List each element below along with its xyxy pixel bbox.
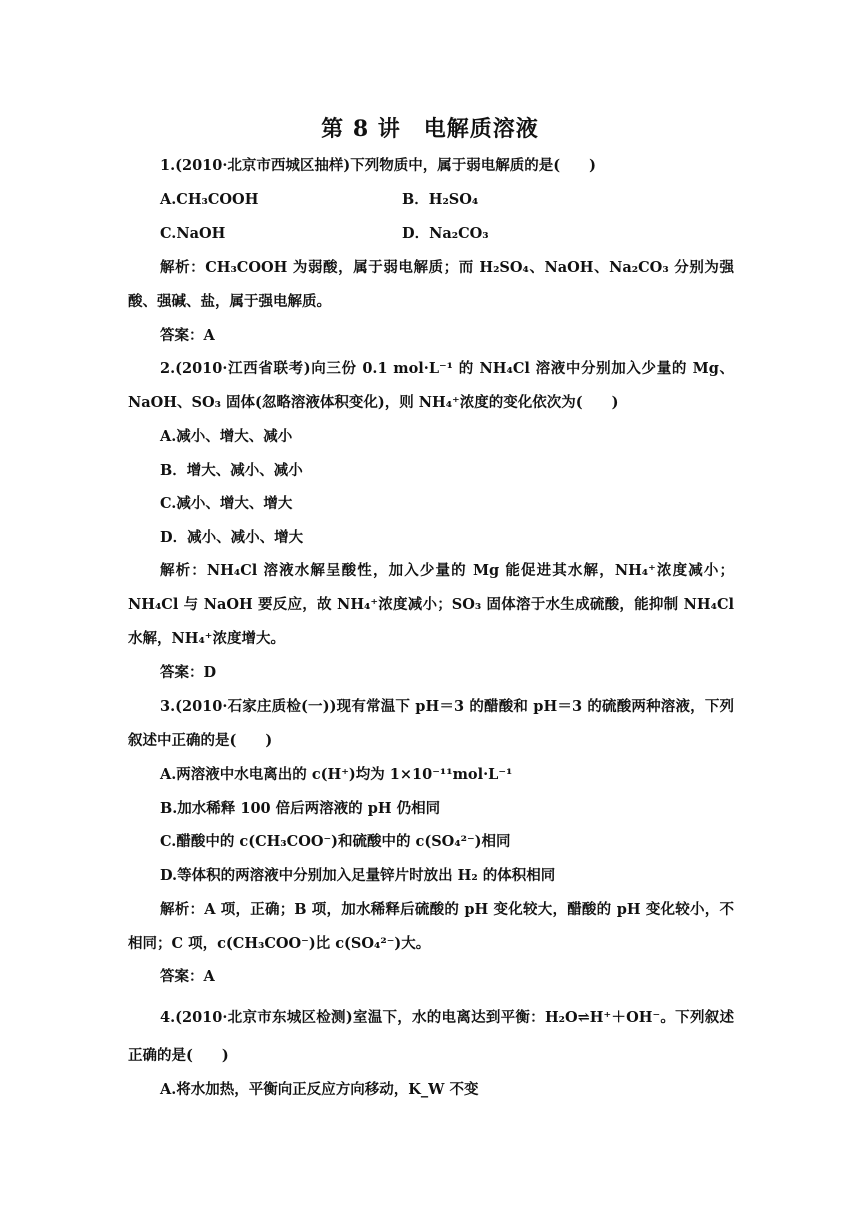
q2-stem: 2.(2010·江西省联考)向三份 0.1 mol·L⁻¹ 的 NH₄Cl 溶液中分别加入少量的 Mg、NaOH、SO₃ 固体(忽略溶液体积变化)，则 NH₄⁺浓度的变化依次为( ) — [128, 360, 734, 411]
q2-option-b: B．增大、减小、减小 — [160, 462, 303, 479]
q3-analysis: 解析：A 项，正确；B 项，加水稀释后硫酸的 pH 变化较大，醋酸的 pH 变化较小，不相同；C 项，c(CH₃COO⁻)比 c(SO₄²⁻)大。 — [128, 901, 734, 952]
q1-analysis: 解析：CH₃COOH 为弱酸，属于弱电解质；而 H₂SO₄、NaOH、Na₂CO₃ 分别为强酸、强碱、盐，属于强电解质。 — [128, 259, 734, 310]
q3-option-c: C.醋酸中的 c(CH₃COO⁻)和硫酸中的 c(SO₄²⁻)相同 — [160, 833, 511, 850]
q1-option-b: B．H₂SO₄ — [402, 191, 479, 208]
q1-option-a: A.CH₃COOH — [160, 191, 259, 208]
q1-answer: 答案：A — [160, 327, 215, 344]
q3-answer: 答案：A — [160, 968, 215, 985]
q2-option-a: A.减小、增大、减小 — [160, 428, 293, 445]
q1-stem: 1.(2010·北京市西城区抽样)下列物质中，属于弱电解质的是( ) — [160, 157, 596, 174]
q2-option-d: D．减小、减小、增大 — [160, 529, 304, 546]
q4-stem: 4.(2010·北京市东城区检测)室温下，水的电离达到平衡：H₂O⇌H⁺＋OH⁻。下列叙述正确的是( ) — [128, 1009, 734, 1064]
q3-option-b: B.加水稀释 100 倍后两溶液的 pH 仍相同 — [160, 800, 441, 817]
q2-analysis: 解析：NH₄Cl 溶液水解呈酸性，加入少量的 Mg 能促进其水解，NH₄⁺浓度减小；NH₄Cl 与 NaOH 要反应，故 NH₄⁺浓度减小；SO₃ 固体溶于水生成硫酸，能抑制 NH₄Cl 水解，NH₄⁺浓度增大。 — [128, 562, 734, 647]
q1-option-c: C.NaOH — [160, 225, 226, 242]
q3-option-d: D.等体积的两溶液中分别加入足量锌片时放出 H₂ 的体积相同 — [160, 867, 556, 884]
q3-stem: 3.(2010·石家庄质检(一))现有常温下 pH＝3 的醋酸和 pH＝3 的硫酸两种溶液，下列叙述中正确的是( ) — [128, 698, 734, 749]
q4-option-a: A.将水加热，平衡向正反应方向移动，K_W 不变 — [160, 1081, 479, 1098]
q2-option-c: C.减小、增大、增大 — [160, 495, 293, 512]
q3-option-a: A.两溶液中水电离出的 c(H⁺)均为 1×10⁻¹¹mol·L⁻¹ — [160, 766, 513, 783]
q1-option-d: D．Na₂CO₃ — [402, 225, 489, 242]
page-title: 第 8 讲 电解质溶液 — [321, 116, 539, 142]
q2-answer: 答案：D — [160, 664, 217, 681]
